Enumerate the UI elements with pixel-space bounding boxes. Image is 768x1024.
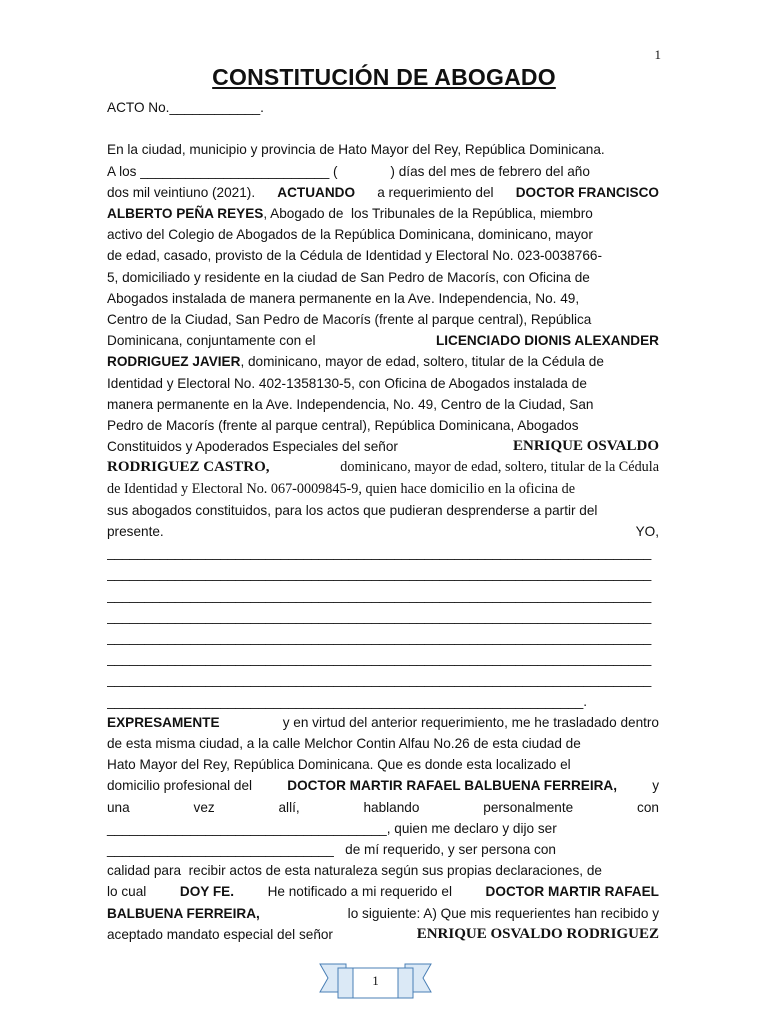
acto-line: ACTO No.____________. [107,100,264,115]
p1-line-3: dos mil veintiuno (2021). ACTUANDO a requerimiento del DOCTOR FRANCISCO [107,184,659,200]
p2-line-11: aceptado mandato especial del señor ENRIQUE OSVALDO RODRIGUEZ [107,925,659,942]
blank-line: ________________________________________________________________________ [107,651,652,667]
p1-line-14: Pedro de Macorís (frente al parque central), República Dominicana, Abogados [107,418,579,434]
page-number-top: 1 [654,47,661,62]
p1-line-18: sus abogados constituidos, para los actos que pudieran desprenderse a partir del [107,502,598,518]
p2-line-5: una vez allí, hablando personalmente con [107,799,659,815]
document-title: CONSTITUCIÓN DE ABOGADO [212,64,556,90]
p1-line-9: Centro de la Ciudad, San Pedro de Macorís (frente al parque central), República [107,312,592,328]
p1-line-15: Constituidos y Apoderados Especiales del señor ENRIQUE OSVALDO [107,438,659,455]
blank-line: ________________________________________________________________________ [107,608,652,624]
p1-line-13: manera permanente en la Ave. Independencia, No. 49, Centro de la Ciudad, San [107,396,594,412]
p1-line-8: Abogados instalada de manera permanente en la Ave. Independencia, No. 49, [107,290,580,306]
p2-line-10: BALBUENA FERREIRA, lo siguiente: A) Que mis requerientes han recibido y [107,905,659,921]
p1-line-10: Dominicana, conjuntamente con el LICENCIADO DIONIS ALEXANDER [107,333,659,349]
footer-ribbon-banner [318,958,433,1010]
p1-line-2: A los _________________________ ( ) días del mes de febrero del año [107,163,590,179]
p1-line-19: presente. YO, [107,524,659,540]
blank-line: ________________________________________________________________________ [107,566,652,582]
p2-line-2: de esta misma ciudad, a la calle Melchor Contin Alfau No.26 de esta ciudad de [107,735,581,751]
p1-line-12: Identidad y Electoral No. 402-1358130-5, con Oficina de Abogados instalada de [107,375,587,391]
blank-line: ________________________________________________________________________ [107,545,652,561]
p1-line-4: ALBERTO PEÑA REYES, Abogado de los Tribunales de la República, miembro [107,206,593,221]
p1-line-7: 5, domiciliado y residente en la ciudad de San Pedro de Macorís, con Oficina de [107,269,590,285]
p1-line-5: activo del Colegio de Abogados de la República Dominicana, dominicano, mayor [107,227,593,243]
p2-line-7: ______________________________ de mí requerido, y ser persona con [107,841,556,857]
p1-line-17: de Identidad y Electoral No. 067-0009845-9, quien hace domicilio en la oficina de [107,480,576,497]
p2-line-3: Hato Mayor del Rey, República Dominicana. Que es donde esta localizado el [107,757,571,773]
blank-line-last: _______________________________________________________________. [107,693,588,709]
document-body [107,97,659,945]
p2-line-4: domicilio profesional del DOCTOR MARTIR RAFAEL BALBUENA FERREIRA, y [107,778,659,794]
p1-line-1: En la ciudad, municipio y provincia de Hato Mayor del Rey, República Dominicana. [107,142,605,158]
p2-line-1: EXPRESAMENTE y en virtud del anterior requerimiento, me he trasladado dentro [107,714,659,730]
blank-line: ________________________________________________________________________ [107,630,652,645]
p2-line-6: _____________________________________, quien me declaro y dijo ser [107,820,557,836]
blank-line: ________________________________________________________________________ [107,672,652,688]
footer-page-number: 1 [372,973,379,988]
p1-line-16: RODRIGUEZ CASTRO, dominicano, mayor de edad, soltero, titular de la Cédula [107,459,659,476]
blank-line: ________________________________________________________________________ [107,587,652,603]
p2-line-8: calidad para recibir actos de esta naturaleza según sus propias declaraciones, de [107,863,602,879]
p1-line-11: RODRIGUEZ JAVIER, dominicano, mayor de edad, soltero, titular de la Cédula de [107,354,604,370]
p1-line-6: de edad, casado, provisto de la Cédula de Identidad y Electoral No. 023-0038766- [107,248,602,264]
p2-line-9: lo cual DOY FE. He notificado a mi requerido el DOCTOR MARTIR RAFAEL [107,884,659,900]
